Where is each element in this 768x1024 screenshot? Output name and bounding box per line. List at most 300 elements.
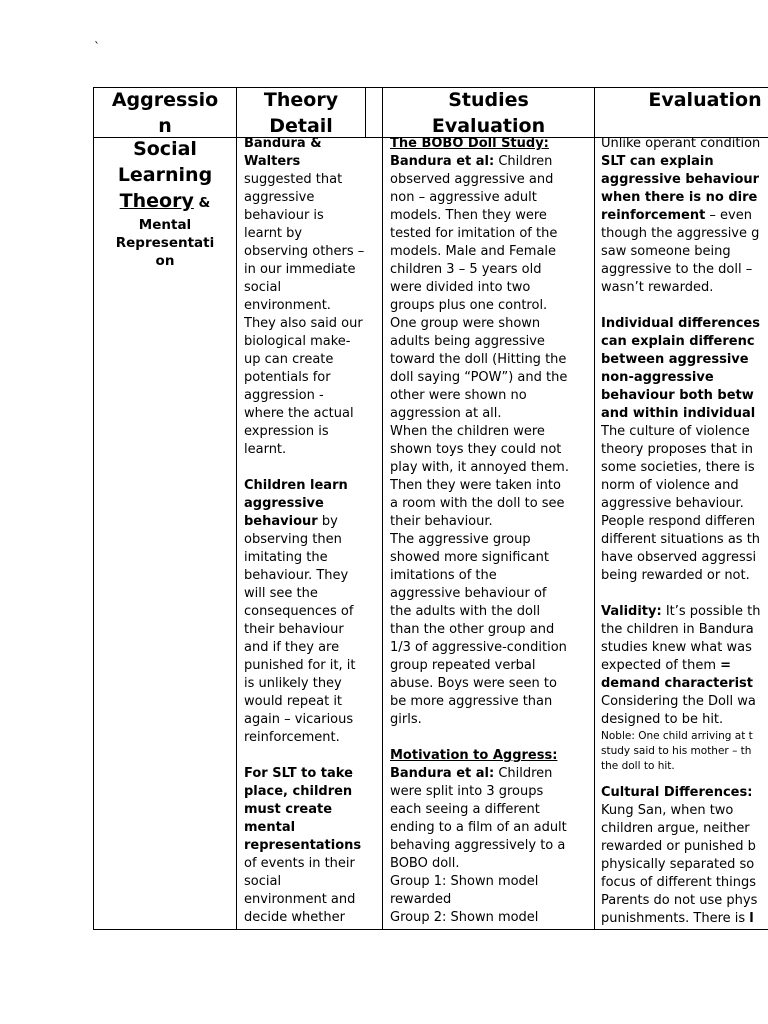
studies-line — [390, 279, 593, 297]
theory-detail-line — [244, 909, 381, 927]
theory-detail-text-run: social — [244, 280, 282, 295]
evaluation-text-run: non-aggressive — [601, 370, 714, 385]
theory-detail-line — [244, 243, 381, 261]
studies-line — [390, 693, 593, 711]
theory-detail-line — [244, 261, 381, 279]
evaluation-text-run: some societies, there is — [601, 460, 755, 475]
theory-detail-line — [244, 873, 381, 891]
evaluation-line — [601, 189, 768, 207]
theory-detail-line — [244, 135, 381, 153]
studies-text-run: adults being aggressive — [390, 334, 545, 349]
evaluation-text-run: theory proposes that in — [601, 442, 753, 457]
studies-line — [390, 243, 593, 261]
theory-detail-text-run: learnt. — [244, 442, 287, 457]
evaluation-main-text — [601, 135, 768, 729]
header-evaluation-title: Evaluation — [648, 89, 762, 111]
evaluation-line — [601, 477, 768, 495]
theory-detail-line — [244, 549, 381, 567]
theory-detail-line — [244, 207, 381, 225]
evaluation-text-run: reinforcement — [601, 208, 706, 223]
studies-text-run: girls. — [390, 712, 422, 727]
studies-text-run: behaving aggressively to a — [390, 838, 566, 853]
evaluation-cell — [601, 135, 768, 928]
evaluation-line — [601, 549, 768, 567]
theory-detail-line — [244, 765, 381, 783]
studies-line — [390, 513, 593, 531]
evaluation-line — [601, 423, 768, 441]
studies-text-run: children 3 – 5 years old — [390, 262, 542, 277]
evaluation-line — [601, 369, 768, 387]
evaluation-cultural-text-run: punishments. There is — [601, 911, 750, 926]
topic-cell — [94, 136, 236, 270]
theory-detail-text-run: Bandura & — [244, 136, 322, 151]
studies-line — [390, 189, 593, 207]
theory-detail-text-run: up can create — [244, 352, 334, 367]
theory-detail-text-run: is unlikely they — [244, 676, 342, 691]
header-detail: Detail — [269, 115, 333, 137]
evaluation-line — [601, 135, 768, 153]
theory-detail-line — [244, 855, 381, 873]
studies-text-run: Group 1: Shown model — [390, 874, 539, 889]
evaluation-text-run: can explain differenc — [601, 334, 755, 349]
studies-text-run: 1/3 of aggressive-condition — [390, 640, 567, 655]
evaluation-text-run: Validity: — [601, 604, 662, 619]
studies-line — [390, 747, 593, 765]
theory-detail-line — [244, 495, 381, 513]
theory-detail-text-run: suggested that — [244, 172, 343, 187]
theory-detail-text-run: For SLT to take — [244, 766, 353, 781]
theory-detail-line — [244, 531, 381, 549]
topic-sub-line-1: Mental — [138, 217, 192, 233]
topic-title-line-3 — [94, 188, 236, 214]
theory-detail-line — [244, 189, 381, 207]
topic-sub-line-3: on — [155, 253, 175, 269]
theory-detail-text-run: decide whether — [244, 910, 345, 925]
evaluation-text-run: aggressive to the doll – — [601, 262, 753, 277]
studies-line — [390, 207, 593, 225]
evaluation-cultural-line — [601, 856, 768, 874]
evaluation-cultural-text-run: l — [749, 911, 754, 926]
studies-text-run: BOBO doll. — [390, 856, 460, 871]
evaluation-note-text-run: the doll to hit. — [601, 760, 675, 772]
theory-detail-text-run: aggression - — [244, 388, 324, 403]
header-evaluation — [595, 87, 768, 113]
theory-detail-line — [244, 837, 381, 855]
evaluation-cultural-text-run: physically separated so — [601, 857, 755, 872]
theory-detail-text-run: by — [317, 514, 338, 529]
evaluation-note-line — [601, 744, 768, 759]
theory-detail-text-run: learnt by — [244, 226, 303, 241]
theory-detail-line — [244, 297, 381, 315]
theory-detail-line — [244, 693, 381, 711]
evaluation-text-run: Unlike operant condition — [601, 136, 761, 151]
theory-detail-line — [244, 423, 381, 441]
theory-detail-text-run: behaviour — [244, 514, 318, 529]
evaluation-line — [601, 513, 768, 531]
studies-line — [390, 855, 593, 873]
evaluation-cultural-text-run: rewarded or punished b — [601, 839, 756, 854]
theory-detail-text-run: consequences of — [244, 604, 354, 619]
evaluation-text-run: People respond differen — [601, 514, 756, 529]
evaluation-line — [601, 603, 768, 621]
evaluation-note-text-run: Noble: One child arriving at t — [601, 730, 753, 742]
studies-text-run: their behaviour. — [390, 514, 493, 529]
studies-text-run: shown toys they could not — [390, 442, 562, 457]
theory-detail-line — [244, 783, 381, 801]
header-studies: Studies — [448, 89, 529, 111]
studies-line — [390, 765, 593, 783]
evaluation-line — [601, 405, 768, 423]
studies-line — [390, 549, 593, 567]
studies-text-run: Children — [494, 766, 553, 781]
theory-detail-text-run: imitating the — [244, 550, 328, 565]
studies-line — [390, 225, 593, 243]
evaluation-text-run: wasn’t rewarded. — [601, 280, 714, 295]
evaluation-text-run: Individual differences — [601, 316, 760, 331]
studies-line — [390, 657, 593, 675]
topic-title — [94, 136, 236, 214]
studies-line — [390, 675, 593, 693]
evaluation-text-run: saw someone being — [601, 244, 731, 259]
studies-text-run: play with, it annoyed them. — [390, 460, 569, 475]
theory-detail-cell — [244, 135, 381, 927]
studies-text-run: Bandura et al: — [390, 766, 495, 781]
evaluation-cultural-line — [601, 802, 768, 820]
studies-text-run: observed aggressive and — [390, 172, 554, 187]
evaluation-line — [601, 153, 768, 171]
evaluation-text-run: aggressive behaviour. — [601, 496, 744, 511]
topic-title-theory: Theory — [119, 190, 194, 212]
theory-detail-text-run: aggressive — [244, 496, 324, 511]
evaluation-text-run: and within individual — [601, 406, 756, 421]
theory-detail-line — [244, 279, 381, 297]
studies-line — [390, 369, 593, 387]
theory-detail-line — [244, 387, 381, 405]
evaluation-text-run: demand characterist — [601, 676, 754, 691]
studies-text-run: abuse. Boys were seen to — [390, 676, 557, 691]
theory-detail-line — [244, 153, 381, 171]
evaluation-line — [601, 711, 768, 729]
evaluation-line — [601, 675, 768, 693]
evaluation-line — [601, 279, 768, 297]
evaluation-cultural-line — [601, 838, 768, 856]
evaluation-line — [601, 639, 768, 657]
theory-detail-line — [244, 369, 381, 387]
studies-line — [390, 387, 593, 405]
theory-detail-text-run: observing then — [244, 532, 342, 547]
theory-detail-line — [244, 441, 381, 459]
evaluation-line — [601, 657, 768, 675]
evaluation-text-run: Considering the Doll wa — [601, 694, 756, 709]
theory-detail-text-run: potentials for — [244, 370, 331, 385]
evaluation-line — [601, 333, 768, 351]
evaluation-cultural-line — [601, 820, 768, 838]
theory-detail-line — [244, 747, 381, 765]
evaluation-text-run: – even — [705, 208, 752, 223]
topic-subtitle — [94, 216, 236, 270]
theory-detail-line — [244, 657, 381, 675]
theory-detail-text-run: place, children — [244, 784, 353, 799]
theory-detail-text-run: biological make- — [244, 334, 351, 349]
evaluation-line — [601, 495, 768, 513]
theory-detail-line — [244, 711, 381, 729]
evaluation-text-run: being rewarded or not. — [601, 568, 750, 583]
column-divider-1b — [365, 87, 366, 138]
theory-detail-text-run: will see the — [244, 586, 318, 601]
evaluation-text-run: The culture of violence — [601, 424, 750, 439]
theory-detail-line — [244, 477, 381, 495]
header-studies-evaluation — [383, 87, 594, 139]
evaluation-text-run: between aggressive — [601, 352, 749, 367]
studies-text-run: aggression at all. — [390, 406, 502, 421]
studies-text-run: non – aggressive adult — [390, 190, 537, 205]
evaluation-note-line — [601, 729, 768, 744]
theory-detail-text-run: expression is — [244, 424, 329, 439]
theory-detail-line — [244, 603, 381, 621]
studies-text-run: toward the doll (Hitting the — [390, 352, 567, 367]
studies-line — [390, 639, 593, 657]
studies-line — [390, 351, 593, 369]
theory-detail-line — [244, 585, 381, 603]
evaluation-cultural-text-run: children argue, neither — [601, 821, 750, 836]
theory-detail-text-run: behaviour is — [244, 208, 324, 223]
evaluation-cultural-text-run: Parents do not use phys — [601, 893, 758, 908]
theory-detail-text-run: again – vicarious — [244, 712, 354, 727]
evaluation-text-run: expected of them — [601, 658, 721, 673]
studies-line — [390, 153, 593, 171]
stray-mark: ` — [94, 40, 100, 54]
column-divider-1 — [236, 87, 237, 930]
theory-detail-line — [244, 405, 381, 423]
evaluation-cultural-text-run: Kung San, when two — [601, 803, 734, 818]
evaluation-cultural-line — [601, 784, 768, 802]
studies-line — [390, 315, 593, 333]
column-divider-2 — [382, 87, 383, 930]
theory-detail-text-run: where the actual — [244, 406, 354, 421]
studies-text-run: were split into 3 groups — [390, 784, 544, 799]
evaluation-line — [601, 387, 768, 405]
studies-line — [390, 801, 593, 819]
studies-line — [390, 477, 593, 495]
header-evaluation-sub: Evaluation — [431, 115, 546, 137]
header-aggression-line-2: n — [158, 115, 172, 137]
studies-text-run: a room with the doll to see — [390, 496, 565, 511]
theory-detail-text-run: social — [244, 874, 282, 889]
studies-text-run: group repeated verbal — [390, 658, 536, 673]
theory-detail-text-run: and if they are — [244, 640, 340, 655]
studies-line — [390, 585, 593, 603]
studies-text-run: Children — [494, 154, 553, 169]
studies-text-run: One group were shown — [390, 316, 541, 331]
studies-text-run: doll saying “POW”) and the — [390, 370, 568, 385]
header-theory-detail — [237, 87, 365, 139]
evaluation-line — [601, 585, 768, 603]
studies-text-run: be more aggressive than — [390, 694, 553, 709]
evaluation-text-run: behaviour both betw — [601, 388, 754, 403]
evaluation-line — [601, 621, 768, 639]
studies-line — [390, 531, 593, 549]
evaluation-line — [601, 207, 768, 225]
evaluation-line — [601, 315, 768, 333]
studies-text-run: showed more significant — [390, 550, 549, 565]
table-bottom-border — [93, 929, 768, 930]
evaluation-text-run: SLT can explain — [601, 154, 714, 169]
evaluation-line — [601, 441, 768, 459]
theory-detail-line — [244, 513, 381, 531]
theory-detail-text-run: mental — [244, 820, 296, 835]
theory-detail-text-run: punished for it, it — [244, 658, 356, 673]
theory-detail-line — [244, 333, 381, 351]
evaluation-text-run: the children in Bandura — [601, 622, 754, 637]
studies-text-run: Group 2: Shown model — [390, 910, 539, 925]
studies-line — [390, 909, 593, 927]
theory-detail-text-run: They also said our — [244, 316, 363, 331]
studies-text-run: models. Male and Female — [390, 244, 557, 259]
evaluation-line — [601, 297, 768, 315]
studies-text-run: other were shown no — [390, 388, 527, 403]
topic-title-line-2: Learning — [117, 164, 213, 186]
studies-line — [390, 135, 593, 153]
studies-text-run: tested for imitation of the — [390, 226, 558, 241]
theory-detail-text-run: environment and — [244, 892, 356, 907]
studies-evaluation-cell — [390, 135, 593, 927]
studies-text-run: Then they were taken into — [390, 478, 561, 493]
studies-line — [390, 333, 593, 351]
studies-line — [390, 405, 593, 423]
evaluation-text-run: though the aggressive g — [601, 226, 760, 241]
topic-title-line-1: Social — [133, 138, 197, 160]
theory-detail-text-run: environment. — [244, 298, 331, 313]
studies-line — [390, 729, 593, 747]
studies-line — [390, 495, 593, 513]
theory-detail-text-run: Walters — [244, 154, 301, 169]
theory-detail-text-run: their behaviour — [244, 622, 344, 637]
studies-line — [390, 621, 593, 639]
theory-detail-text-run: of events in their — [244, 856, 355, 871]
studies-text-run: Motivation to Aggress: — [390, 748, 558, 763]
theory-detail-text-run: reinforcement. — [244, 730, 340, 745]
column-divider-3 — [594, 87, 595, 930]
theory-detail-text-run: representations — [244, 838, 362, 853]
studies-text-run: rewarded — [390, 892, 452, 907]
studies-line — [390, 603, 593, 621]
studies-line — [390, 441, 593, 459]
studies-text-run: than the other group and — [390, 622, 555, 637]
theory-detail-line — [244, 225, 381, 243]
topic-sub-line-2: Representati — [115, 235, 215, 251]
evaluation-text-run: when there is no dire — [601, 190, 758, 205]
evaluation-cultural-line — [601, 892, 768, 910]
header-theory: Theory — [263, 89, 339, 111]
evaluation-text-run: It’s possible th — [661, 604, 761, 619]
theory-detail-text-run: observing others – — [244, 244, 365, 259]
theory-detail-line — [244, 351, 381, 369]
theory-detail-text-run: aggressive — [244, 190, 315, 205]
evaluation-cultural-line — [601, 874, 768, 892]
evaluation-line — [601, 567, 768, 585]
theory-detail-text-run: behaviour. They — [244, 568, 349, 583]
evaluation-cultural-line — [601, 910, 768, 928]
evaluation-line — [601, 261, 768, 279]
studies-line — [390, 171, 593, 189]
studies-line — [390, 891, 593, 909]
evaluation-text-run: norm of violence and — [601, 478, 739, 493]
studies-line — [390, 297, 593, 315]
header-aggression-line-1: Aggressio — [111, 89, 219, 111]
theory-detail-line — [244, 315, 381, 333]
evaluation-line — [601, 459, 768, 477]
theory-detail-text-run: in our immediate — [244, 262, 356, 277]
studies-text-run: The BOBO Doll Study: — [390, 136, 549, 151]
studies-line — [390, 819, 593, 837]
evaluation-line — [601, 531, 768, 549]
studies-text-run: were divided into two — [390, 280, 531, 295]
theory-detail-text-run: Children learn — [244, 478, 348, 493]
studies-text-run: ending to a film of an adult — [390, 820, 567, 835]
theory-detail-line — [244, 621, 381, 639]
theory-detail-line — [244, 639, 381, 657]
theory-detail-text-run: would repeat it — [244, 694, 343, 709]
theory-detail-line — [244, 459, 381, 477]
theory-detail-text-run: must create — [244, 802, 333, 817]
theory-detail-line — [244, 171, 381, 189]
evaluation-line — [601, 225, 768, 243]
studies-text-run: the adults with the doll — [390, 604, 541, 619]
theory-detail-line — [244, 819, 381, 837]
evaluation-text-run: different situations as th — [601, 532, 761, 547]
theory-detail-line — [244, 801, 381, 819]
evaluation-note-text-run: study said to his mother – th — [601, 745, 752, 757]
studies-line — [390, 837, 593, 855]
evaluation-line — [601, 693, 768, 711]
studies-text-run: The aggressive group — [390, 532, 531, 547]
evaluation-cultural-text-run: Cultural Differences: — [601, 785, 753, 800]
header-aggression — [94, 87, 236, 139]
evaluation-line — [601, 243, 768, 261]
studies-text-run: Bandura et al: — [390, 154, 495, 169]
studies-text-run: When the children were — [390, 424, 545, 439]
studies-line — [390, 783, 593, 801]
evaluation-note-text — [601, 729, 768, 774]
studies-line — [390, 423, 593, 441]
evaluation-text-run: = — [720, 658, 732, 673]
theory-detail-line — [244, 729, 381, 747]
studies-line — [390, 873, 593, 891]
topic-title-amp: & — [193, 195, 211, 211]
studies-text-run: groups plus one control. — [390, 298, 548, 313]
evaluation-line — [601, 351, 768, 369]
theory-detail-line — [244, 891, 381, 909]
studies-text-run: models. Then they were — [390, 208, 547, 223]
evaluation-text-run: aggressive behaviour — [601, 172, 760, 187]
studies-line — [390, 711, 593, 729]
evaluation-cultural-text — [601, 784, 768, 928]
evaluation-text-run: designed to be hit. — [601, 712, 724, 727]
evaluation-text-run: have observed aggressi — [601, 550, 757, 565]
studies-line — [390, 567, 593, 585]
studies-line — [390, 261, 593, 279]
studies-text-run: aggressive behaviour of — [390, 586, 547, 601]
evaluation-line — [601, 171, 768, 189]
evaluation-note-line — [601, 759, 768, 774]
studies-line — [390, 459, 593, 477]
theory-detail-line — [244, 675, 381, 693]
theory-detail-line — [244, 567, 381, 585]
evaluation-text-run: studies knew what was — [601, 640, 752, 655]
studies-text-run: each seeing a different — [390, 802, 540, 817]
studies-text-run: imitations of the — [390, 568, 497, 583]
evaluation-cultural-text-run: focus of different things — [601, 875, 757, 890]
